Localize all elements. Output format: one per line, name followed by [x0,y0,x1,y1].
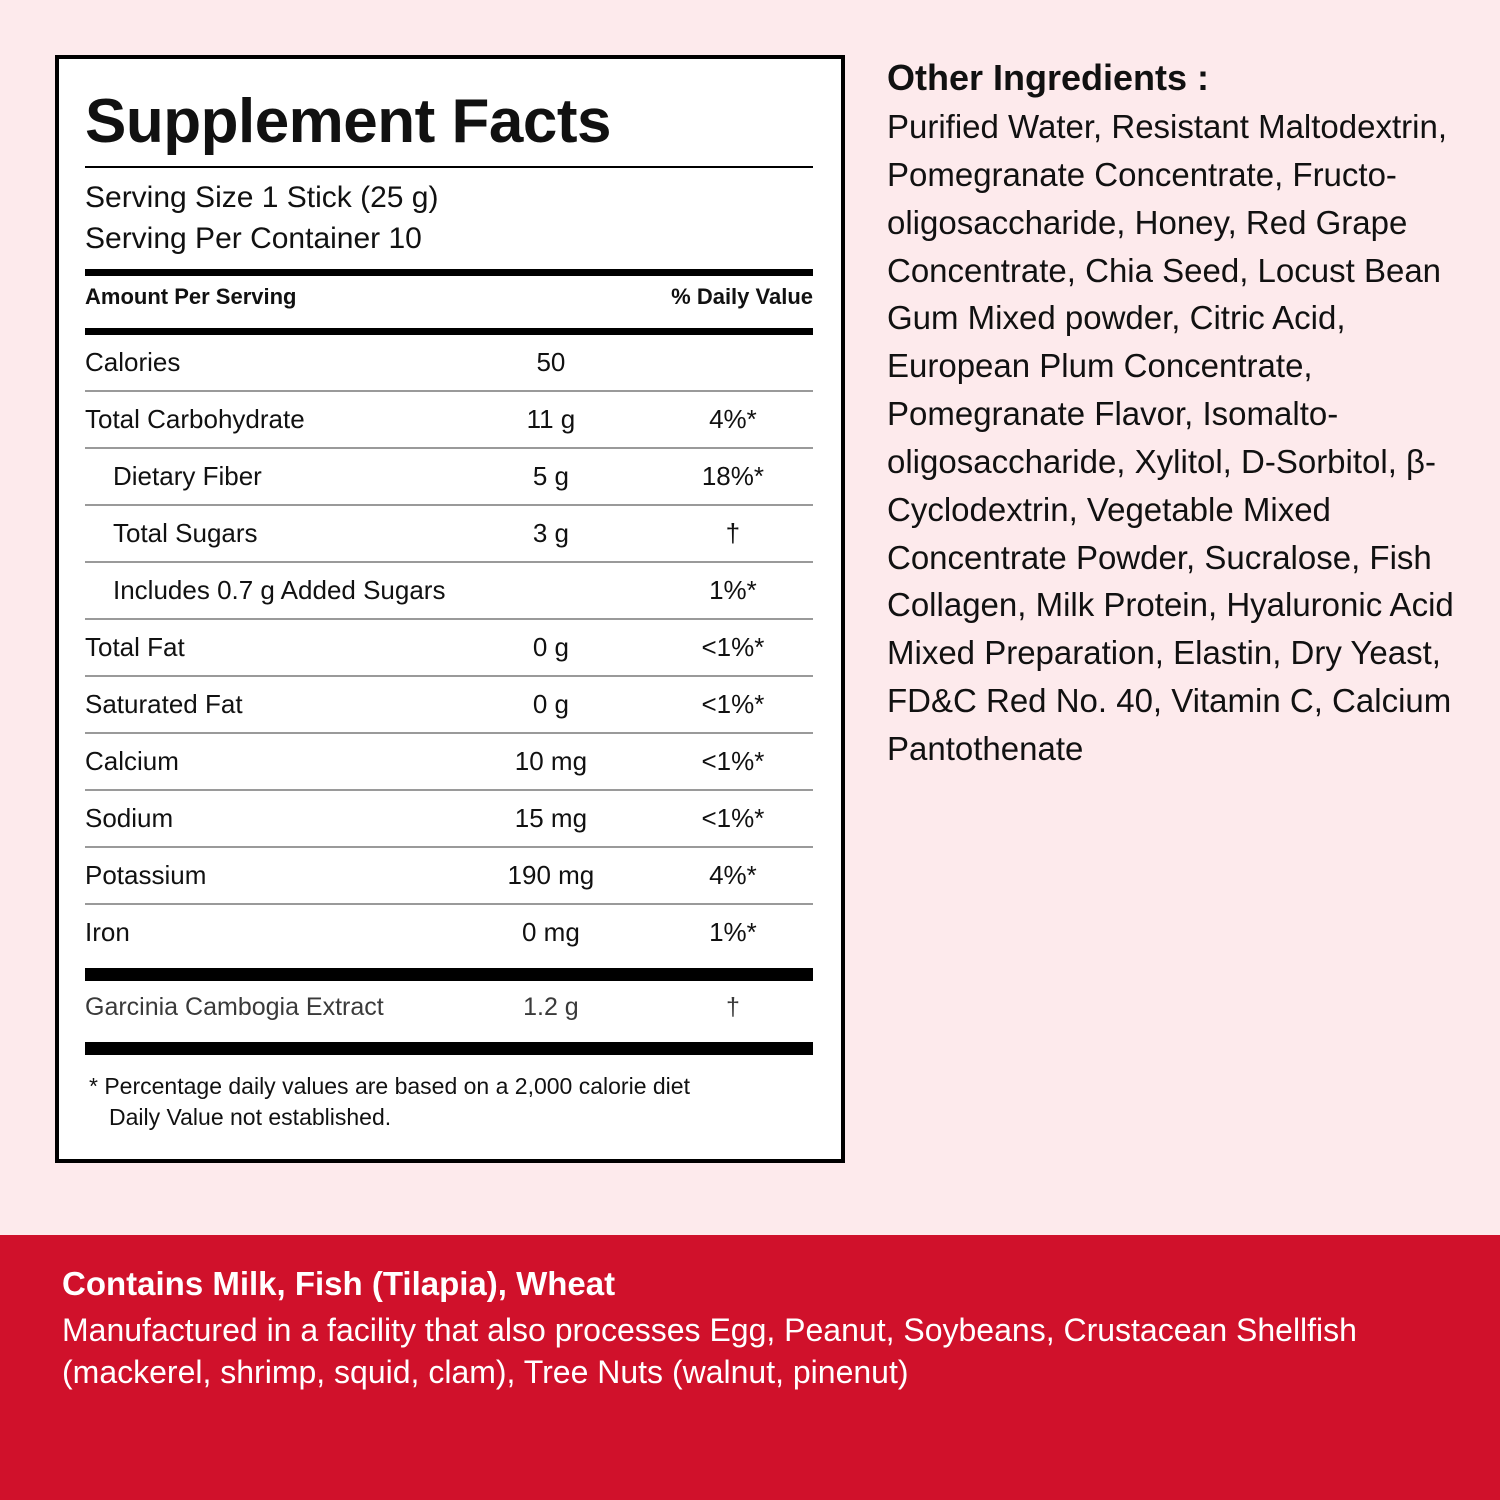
allergen-title: Contains Milk, Fish (Tilapia), Wheat [62,1265,616,1302]
table-row [85,391,813,448]
row-amount: 190 mg [449,847,653,904]
row-label: Sodium [85,790,449,847]
row-daily-value: <1%* [653,733,813,790]
header-daily-value: % Daily Value [671,284,813,310]
row-daily-value: 4%* [653,847,813,904]
row-amount: 15 mg [449,790,653,847]
row-amount: 11 g [449,391,653,448]
serving-size: Serving Size 1 Stick (25 g) [85,181,439,215]
row-amount: 0 g [449,676,653,733]
divider-above-botanical [85,968,813,981]
row-daily-value: <1%* [653,619,813,676]
row-label: Calories [85,335,449,391]
row-label: Total Sugars [85,505,449,562]
divider-below-botanical [85,1042,813,1055]
table-header-row [85,276,813,318]
supplement-facts-panel [55,55,845,1163]
header-spacer [449,276,653,318]
row-label: Total Carbohydrate [85,391,449,448]
table-row [85,619,813,676]
row-daily-value: <1%* [653,790,813,847]
serving-info [85,178,813,259]
table-row [85,733,813,790]
row-amount: 0 mg [522,917,580,948]
row-daily-value: † [653,505,813,562]
row-label: Calcium [85,733,449,790]
row-label: Iron [85,917,130,948]
other-ingredients-title: Other Ingredients : [887,57,1210,98]
row-label: Total Fat [85,619,449,676]
row-amount: 10 mg [449,733,653,790]
table-row [85,981,813,1034]
botanical-table [85,981,813,1034]
row-amount: 3 g [449,505,653,562]
table-row [85,904,813,960]
botanical-label: Garcinia Cambogia Extract [85,993,384,1022]
table-row [85,448,813,505]
row-amount [449,562,653,619]
table-row [85,847,813,904]
allergen-banner [0,1235,1500,1500]
row-daily-value: <1%* [653,676,813,733]
page-title: Supplement Facts [85,87,611,156]
other-ingredients-section [845,55,1460,773]
row-label: Dietary Fiber [85,448,449,505]
botanical-daily-value: † [725,993,740,1022]
allergen-body: Manufactured in a facility that also processes Egg, Peanut, Soybeans, Crustacean Shellfish (mackerel, shrimp, squid, clam), Tree Nuts (walnut, pinenut) [62,1312,1357,1391]
divider-under-title [85,166,813,168]
nutrition-table [85,276,813,318]
row-amount: 0 g [449,619,653,676]
footnote-line-1: * Percentage daily values are based on a 2,000 calorie diet [89,1073,690,1100]
table-row [85,505,813,562]
row-daily-value: 1%* [709,917,757,948]
table-row [85,790,813,847]
table-row [85,562,813,619]
row-daily-value: 4%* [653,391,813,448]
row-daily-value: 18%* [653,448,813,505]
footnote [85,1071,813,1133]
servings-per-container: Serving Per Container 10 [85,221,422,255]
other-ingredients-body: Purified Water, Resistant Maltodextrin, Pomegranate Concentrate, Fructo-oligosaccharide, Honey, Red Grape Concentrate, Chia Seed, Locust Bean Gum Mixed powder, Citric Acid, European Plum Concentrate, Pomegranate Flavor, Isomalto-oligosaccharide, Xylitol, D-Sorbitol, β-Cyclodextrin, Vegetable Mixed Concentrate Powder, Sucralose, Fish Collagen, Milk Protein, Hyaluronic Acid Mixed Preparation, Elastin, Dry Yeast, FD&C Red No. 40, Vitamin C, Calcium Pantothenate [887,108,1454,767]
row-daily-value [653,335,813,391]
divider-above-header [85,269,813,276]
row-amount: 5 g [449,448,653,505]
row-amount: 50 [449,335,653,391]
table-row [85,676,813,733]
divider-below-header [85,328,813,335]
botanical-amount: 1.2 g [523,993,579,1022]
header-amount-per-serving: Amount Per Serving [85,284,297,310]
row-label: Saturated Fat [85,676,449,733]
row-daily-value: 1%* [653,562,813,619]
nutrition-rows [85,335,813,960]
row-label: Potassium [85,847,449,904]
table-row [85,335,813,391]
footnote-line-2: Daily Value not established. [109,1104,392,1131]
row-label: Includes 0.7 g Added Sugars [85,562,449,619]
